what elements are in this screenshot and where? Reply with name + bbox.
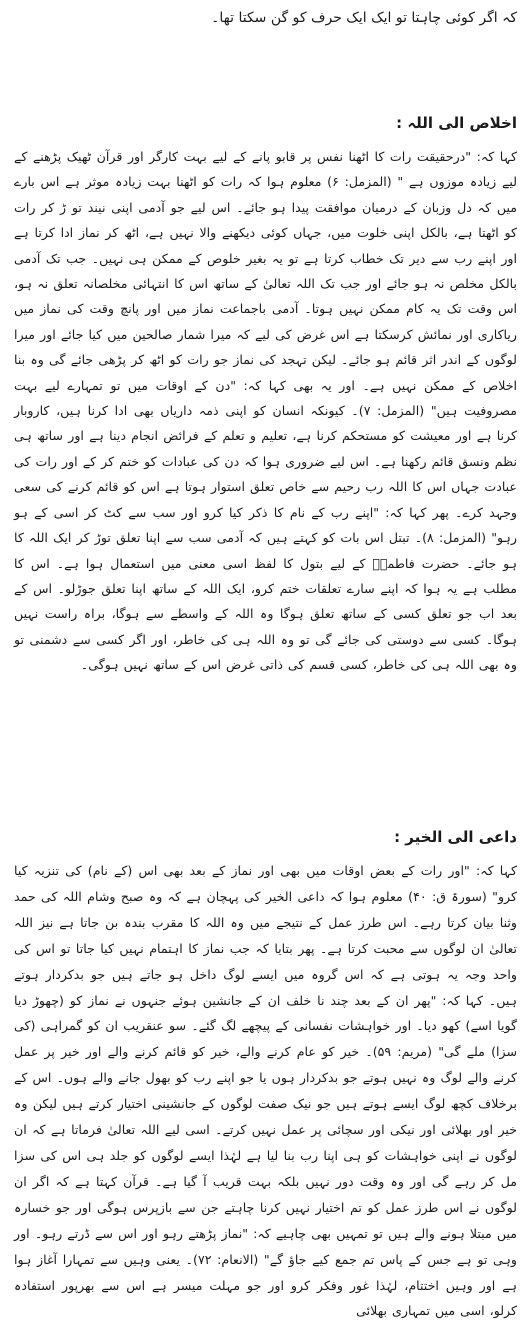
section-paragraph: کہا کہ: "درحقیقت رات کا اٹھنا نفس پر قابو پانے کے لیے بہت کارگر اور قرآن ٹھیک پڑھنے کے لیے زیادہ موزوں ہے " (المزمل: ۶) معلوم ہوا کہ رات کو اٹھنا بہت زیادہ موثر ہے اس بارے میں کہ دل وزبان کے درمیان موافقت پیدا ہو جائے۔ اس لیے جو آدمی اپنی نیند تو ڑ کر رات کو اٹھتا ہے، بالکل اپنی خلوت میں، جہاں کوئی دیکھنے والا نہیں ہے، اٹھ کر نماز ادا کرتا ہے اور اپنے رب سے دیر تک خطاب کرتا ہے تو یہ بغیر خلوص کے ممکن ہی نہیں۔ جب تک آدمی بالکل مخلص نہ ہو جائے اور جب تک اللہ تعالیٰ کے ساتھ اس کا انتہائی مخلصانہ تعلق نہ ہو، اس وقت تک یہ کام ممکن نہیں ہوتا۔ آدمی باجماعت نماز میں اور پانچ وقت کی نماز میں ریاکاری اور نمائش کرسکتا ہے اس غرض کی لیے کہ میرا شمار صالحین میں کیا جائے اور میرا لوگوں کے اندر اثر قائم ہو جائے۔ لیکن تہجد کی نماز جو رات کو اٹھ کر پڑھی جائے گی وہ بنا اخلاص کے ممکن نہیں ہے۔ اور یہ بھی کہا کہ: "دن کے اوقات میں تو تمہارے لیے بہت مصروفیت ہیں" (المزمل: ۷)۔ کیونکہ انسان کو اپنی ذمہ داریاں بھی ادا کرنا ہیں، کاروبار کرنا ہے اور معیشت کو مستحکم کرنا ہے، تعلیم و تعلم کے فرائض انجام دینا ہے اور ساتھ ہی نظم ونسق قائم رکھنا ہے۔ اس لیے ضروری ہوا کہ دن کی عبادات کو ختم کر کے اور رات کی عبادت جہاں اس کا اللہ رب رحیم سے خاص تعلق استوار ہوتا ہے اس کو قائم کرنے کی سعی وجہد کرے۔ پھر کہا کہ: "اپنے رب کے نام کا ذکر کیا کرو اور سب سے کٹ کر اسی کے ہو رہو" (المزمل: ۸)۔ تبتل اس بات کو کہتے ہیں کہ آدمی سب سے اپنا تعلق توڑ کر ایک اللہ کا ہو جائے۔ حضرت فاطمہؓ کے لیے بتول کا لفظ اسی معنی میں استعمال ہوا ہے۔ اس کا مطلب ہے یہ ہوا کہ اپنے سارے تعلقات ختم کرو، ایک اللہ کے ساتھ اپنا تعلق جوڑلو۔ اس کے بعد اب جو تعلق کسی کے ساتھ تعلق ہوگا وہ اللہ کے واسطے سے ہوگا، براہ راست نہیں ہوگا۔ کسی سے دوستی کی جائے گی تو وہ اللہ ہی کی خاطر، اور اگر کسی سے دشمنی تو وہ بھی اللہ ہی کی خاطر، کسی قسم کی ذاتی غرض اس کے ساتھ نہیں ہوگی۔ xyxy=(14,149,517,673)
intro-line: کہ اگر کوئی چاہتا تو ایک ایک حرف کو گن سکتا تھا۔ xyxy=(211,10,517,26)
section-paragraph: کہا کہ: "اور رات کے بعض اوقات میں بھی اور نماز کے بعد بھی اس (کے نام) کی تنزیہ کیا کرو" (سورۃ ق: ۴۰) معلوم ہوا کہ داعی الخیر کی پہچان ہے کہ وہ صبح وشام اللہ کی حمد وثنا بیان کرتا رہے۔ اس طرز عمل کے نتیجے میں وہ اللہ کا مقرب بندہ بن جاتا ہے نیز اللہ تعالیٰ ان لوگوں سے محبت کرتا ہے۔ پھر بتایا کہ جب نماز کا اہتمام نہیں کیا جاتا تو اس کی واحد وجہ یہ ہوتی ہے کہ اس گروہ میں ایسے لوگ داخل ہو جاتے ہیں جو بدکردار ہوتے ہیں۔ کہا کہ: "پھر ان کے بعد چند نا خلف ان کے جانشین ہوئے جنہوں نے نماز کو (چھوڑ دیا گویا اسے) کھو دیا۔ اور خواہشات نفسانی کے پیچھے لگ گئے۔ سو عنقریب ان کو گمراہی (کی سزا) ملے گی" (مریم: ۵۹)۔ خیر کو عام کرنے والے، خیر کو قائم کرنے والے اور خیر پر عمل کرنے والے لوگ وہ نہیں ہوتے جو بدکردار ہوں یا جو اپنے رب کو بھول جانے والے ہوں۔ اس کے برخلاف کچھ لوگ ایسے ہوتے ہیں جو نیک صفت لوگوں کے جانشینی اختیار کرتے ہیں لیکن وہ خیر اور بھلائی اور نیکی اور سچائی پر عمل نہیں کرتے۔ اسی لیے اللہ تعالیٰ فرماتا ہے کہ ان لوگوں نے اپنی خواہشات کو ہی اپنا رب بنا لیا ہے لہٰذا ایسے لوگوں کو جلد ہی اس کی سزا مل کر رہے گی اور وہ وقت دور نہیں بلکہ بہت قریب آ گیا ہے۔ قرآن کہتا ہے کہ اگر ان لوگوں نے اس طرز عمل کو تم اختیار نہیں کرنا چاہتے جن سے بازپرس ہوگی اور جو خسارہ میں مبتلا ہونے والے ہیں تو تمہیں بھی چاہیے کہ: "نماز پڑھتے رہو اور اس سے ڈرتے رہو۔ اور وہی تو ہے جس کے پاس تم جمع کیے جاؤ گے" (الانعام: ۷۲)۔ یعنی وہیں سے تمہارا آغاز ہوا ہے اور وہیں اختتام، لہٰذا غور وفکر کرو اور جو مہلت میسر ہے اس سے بھرپور استفادہ کرلو، اسی میں تمہاری بھلائی xyxy=(14,863,518,1319)
section-dai xyxy=(14,826,517,1324)
section-heading: داعی الی الخیر : xyxy=(394,828,517,846)
section-heading: اخلاص الی اللہ : xyxy=(396,114,517,132)
section-ikhlas xyxy=(14,112,517,678)
